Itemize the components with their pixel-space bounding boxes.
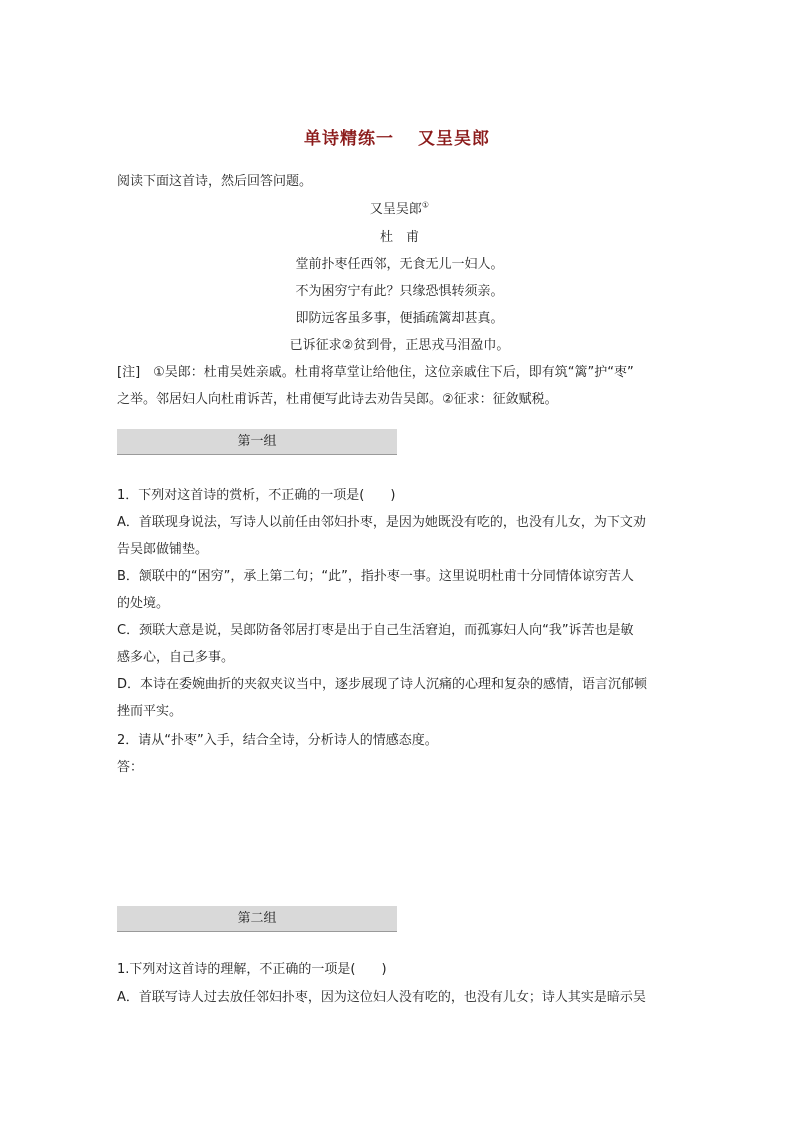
poem-title-footnote-mark: ① [421,200,430,210]
title-part-2: 又呈吴郎 [418,129,490,149]
g1-option-d-line-2: 挫而平实。 [117,704,183,719]
g1-question-2: 2．请从“扑枣”入手，结合全诗，分析诗人的情感态度。 [117,733,438,748]
title-part-1: 单诗精练一 [304,129,394,149]
g2-question-1: 1.下列对这首诗的理解，不正确的一项是( ) [117,962,387,977]
g1-option-b-line-1: B．颔联中的“困穷”，承上第二句；“此”，指扑枣一事。这里说明杜甫十分同情体谅穷苦人 [117,569,634,584]
poem-title [117,200,682,220]
note-line-2: 之举。邻居妇人向杜甫诉苦，杜甫便写此诗去劝告吴郎。②征求：征敛赋税。 [117,392,558,407]
g1-option-c-line-1: C．颈联大意是说，吴郎防备邻居打枣是出于自己生活窘迫，而孤寡妇人向“我”诉苦也是敏 [117,623,634,638]
group-2-header: 第二组 [117,906,397,932]
poem-line-2: 不为困穷宁有此？只缘恐惧转须亲。 [295,284,504,299]
g2-option-a-line-1: A．首联写诗人过去放任邻妇扑枣，因为这位妇人没有吃的，也没有儿女；诗人其实是暗示吴 [117,990,646,1005]
group-1-header: 第一组 [117,429,397,455]
page-title [0,124,794,149]
g1-option-c-line-2: 感多心，自己多事。 [117,650,235,665]
g1-option-a-line-1: A．首联现身说法，写诗人以前任由邻妇扑枣，是因为她既没有吃的，也没有儿女，为下文劝 [117,515,646,530]
poem-title-text: 又呈吴郎 [369,202,422,217]
poem-line-3: 即防远客虽多事，便插疏篱却甚真。 [295,311,504,326]
poem-line-4: 已诉征求②贫到骨，正思戎马泪盈巾。 [289,338,510,353]
poem-author: 杜 甫 [379,230,419,245]
g1-question-1: 1．下列对这首诗的赏析，不正确的一项是( ) [117,488,396,503]
g1-option-b-line-2: 的处境。 [117,596,170,611]
g1-option-d-line-1: D．本诗在委婉曲折的夹叙夹议当中，逐步展现了诗人沉痛的心理和复杂的感情，语言沉郁顿 [117,677,648,692]
note-line-1: [注] ①吴郎：杜甫吴姓亲戚。杜甫将草堂让给他住，这位亲戚住下后，即有筑“篱”护“枣” [117,365,634,380]
g1-answer-label: 答： [117,760,144,775]
g1-option-a-line-2: 告吴郎做铺垫。 [117,542,209,557]
intro-text: 阅读下面这首诗，然后回答问题。 [117,174,313,189]
poem-line-1: 堂前扑枣任西邻，无食无儿一妇人。 [295,257,504,272]
